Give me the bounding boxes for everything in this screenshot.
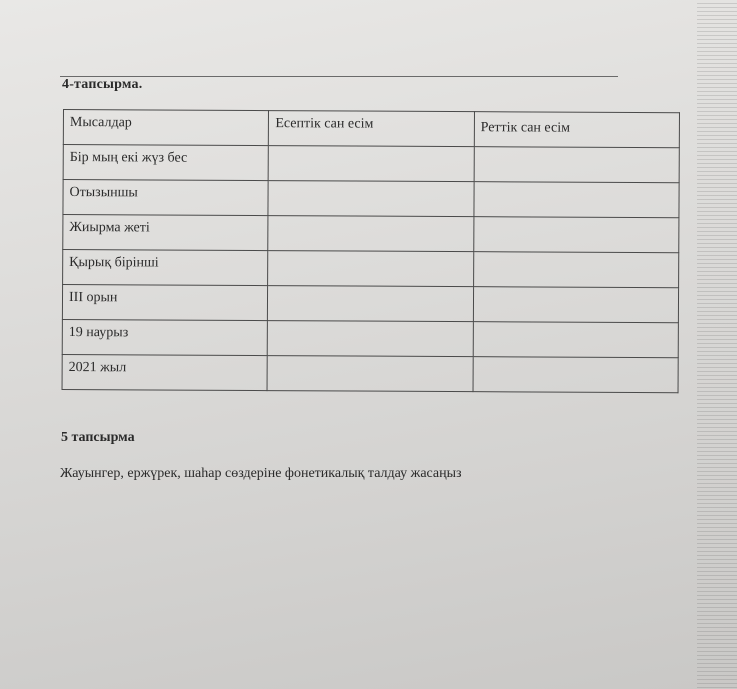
example-text: Бір мың екі жүз бес	[69, 150, 188, 166]
answer-cell[interactable]	[473, 287, 678, 323]
answer-cell[interactable]	[474, 147, 679, 183]
table-row	[62, 319, 678, 357]
table-row	[62, 285, 678, 323]
answer-cell[interactable]	[267, 356, 472, 392]
header-label: Реттік сан есім	[480, 120, 571, 136]
answer-cell[interactable]	[473, 357, 678, 393]
table-row	[63, 145, 679, 183]
example-text: 19 наурыз	[68, 325, 129, 341]
table-row	[63, 180, 679, 218]
header-cell	[63, 110, 269, 146]
answer-cell[interactable]	[269, 146, 474, 182]
task5-title: 5 тапсырма	[61, 430, 135, 445]
header-cell	[269, 111, 474, 147]
example-text: Отызыншы	[69, 185, 138, 201]
print-bleed-edge	[697, 0, 737, 689]
answer-cell[interactable]	[473, 322, 678, 358]
example-cell	[63, 250, 269, 286]
header-label: Мысалдар	[69, 115, 132, 131]
answer-cell[interactable]	[268, 181, 473, 217]
answer-cell[interactable]	[473, 252, 678, 288]
example-cell	[62, 319, 268, 355]
example-cell	[63, 180, 269, 216]
answer-cell[interactable]	[268, 216, 473, 252]
example-cell	[62, 285, 268, 321]
table-row	[63, 215, 679, 253]
example-text: Жиырма жеті	[69, 220, 150, 236]
task5-instruction: Жауынгер, ержүрек, шаһар сөздеріне фонетикалық талдау жасаңыз	[60, 466, 462, 481]
answer-cell[interactable]	[473, 217, 678, 253]
example-text: 2021 жыл	[68, 360, 127, 376]
answer-cell[interactable]	[268, 321, 473, 357]
example-cell	[63, 145, 269, 181]
top-rule	[60, 76, 618, 77]
table-header-row	[63, 110, 679, 148]
answer-cell[interactable]	[268, 251, 473, 287]
example-text: ІІІ орын	[68, 290, 118, 306]
answer-cell[interactable]	[268, 286, 473, 322]
example-cell	[63, 215, 269, 251]
task4-title: 4-тапсырма.	[62, 77, 143, 92]
example-cell	[62, 354, 268, 390]
table-row	[62, 354, 678, 392]
header-label: Есептік сан есім	[275, 116, 374, 132]
example-text: Қырық бірінші	[69, 255, 159, 271]
answer-cell[interactable]	[474, 182, 679, 218]
header-cell	[474, 112, 679, 148]
table-row	[63, 250, 679, 288]
task4-table	[62, 109, 680, 393]
